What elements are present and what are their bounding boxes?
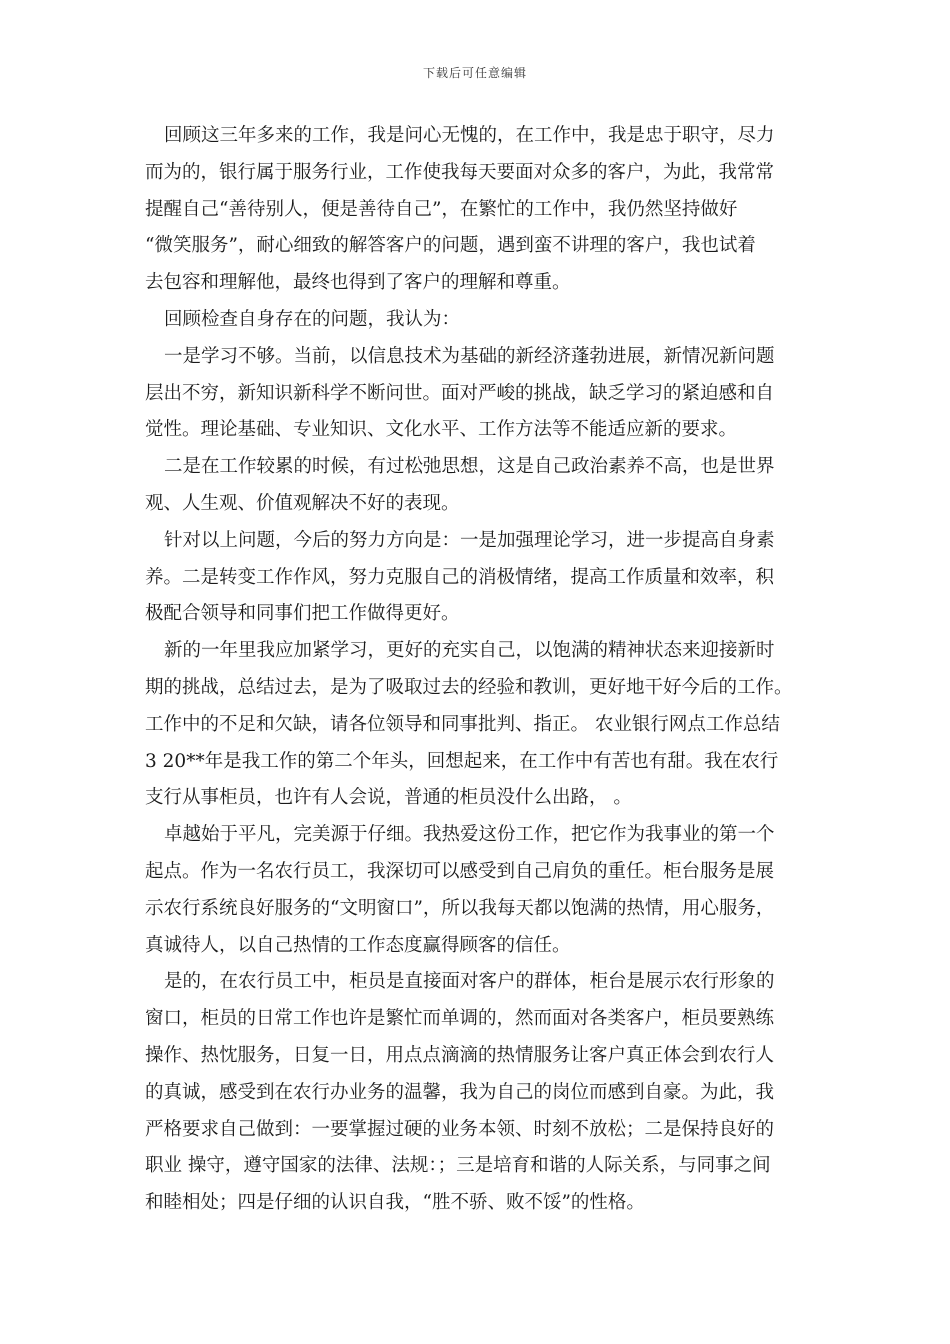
- text-line: 起点。作为一名农行员工，我深切可以感受到自己肩负的重任。柜台服务是展: [145, 860, 775, 882]
- text-line: 严格要求自己做到：一要掌握过硬的业务本领、时刻不放松；二是保持良好的: [145, 1118, 775, 1140]
- text-line: 层出不穷，新知识新科学不断问世。面对严峻的挑战，缺乏学习的紧迫感和自: [145, 382, 775, 404]
- text-line: 去包容和理解他，最终也得到了客户的理解和尊重。: [145, 272, 571, 294]
- text-line: 支行从事柜员，也许有人会说，普通的柜员没什么出路， 。: [145, 787, 632, 809]
- text-line: 示农行系统良好服务的“文明窗口”，所以我每天都以饱满的热情，用心服务，: [145, 897, 775, 919]
- text-line: 提醒自己“善待别人，便是善待自己”，在繁忙的工作中，我仍然坚持做好: [145, 198, 738, 220]
- text-line: 真诚待人，以自己热情的工作态度赢得顾客的信任。: [145, 934, 571, 956]
- text-line: 工作中的不足和欠缺，请各位领导和同事批判、指正。 农业银行网点工作总结: [145, 713, 780, 735]
- text-line: 二是在工作较累的时候，有过松弛思想，这是自己政治素养不高，也是世界: [164, 456, 775, 478]
- text-line: 操作、热忱服务，日复一日，用点点滴滴的热情服务让客户真正体会到农行人: [145, 1044, 775, 1066]
- document-body: [145, 118, 813, 1222]
- text-line: 觉性。理论基础、专业知识、文化水平、工作方法等不能适应新的要求。: [145, 419, 738, 441]
- text-line: 回顾这三年多来的工作，我是问心无愧的，在工作中，我是忠于职守，尽力: [164, 125, 775, 146]
- text-line: 极配合领导和同事们把工作做得更好。: [145, 603, 460, 625]
- text-line: 观、人生观、价值观解决不好的表现。: [145, 492, 460, 514]
- text-line: 的真诚，感受到在农行办业务的温馨，我为自己的岗位而感到自豪。为此，我: [145, 1081, 775, 1103]
- text-line: 3 20**年是我工作的第二个年头，回想起来，在工作中有苦也有甜。我在农行: [145, 750, 779, 772]
- page-header: 下载后可任意编辑: [422, 66, 527, 80]
- text-line: 期的挑战，总结过去，是为了吸取过去的经验和教训，更好地干好今后的工作。: [145, 676, 793, 698]
- text-line: 是的，在农行员工中，柜员是直接面对客户的群体，柜台是展示农行形象的: [164, 971, 775, 993]
- text-line: 卓越始于平凡，完美源于仔细。我热爱这份工作，把它作为我事业的第一个: [164, 824, 775, 846]
- text-line: 回顾检查自身存在的问题，我认为：: [164, 308, 461, 330]
- text-line: 而为的，银行属于服务行业，工作使我每天要面对众多的客户，为此，我常常: [145, 161, 775, 183]
- text-line: 窗口，柜员的日常工作也许是繁忙而单调的，然而面对各类客户，柜员要熟练: [145, 1008, 775, 1030]
- text-line: 和睦相处；四是仔细的认识自我，“胜不骄、败不馁”的性格。: [145, 1192, 645, 1214]
- text-line: 新的一年里我应加紧学习，更好的充实自己，以饱满的精神状态来迎接新时: [164, 640, 775, 662]
- text-line: 职业 操守，遵守国家的法律、法规：；三是培育和谐的人际关系，与同事之间: [145, 1155, 771, 1177]
- text-line: “微笑服务”，耐心细致的解答客户的问题，遇到蛮不讲理的客户，我也试着: [145, 235, 756, 257]
- text-line: 针对以上问题，今后的努力方向是：一是加强理论学习，进一步提高自身素: [164, 529, 775, 551]
- text-line: 一是学习不够。当前，以信息技术为基础的新经济蓬勃进展，新情况新问题: [164, 345, 775, 367]
- text-line: 养。二是转变工作作风，努力克服自己的消极情绪，提高工作质量和效率，积: [145, 566, 775, 588]
